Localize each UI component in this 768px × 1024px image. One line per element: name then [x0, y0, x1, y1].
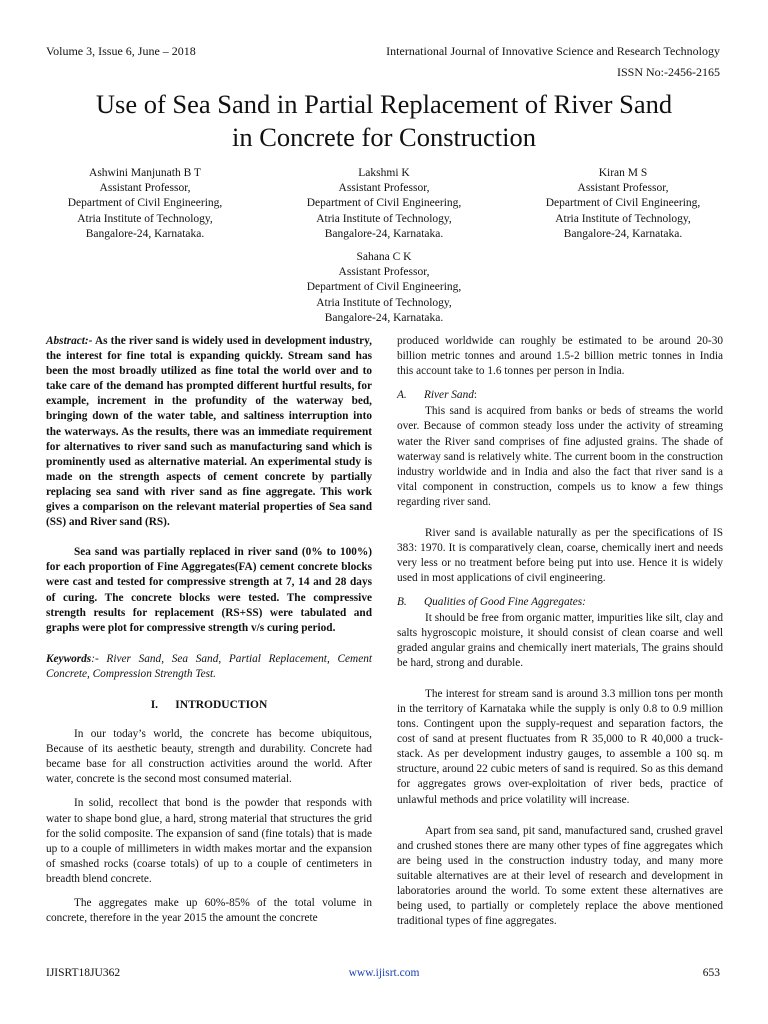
author-name: Lakshmi K: [358, 167, 410, 179]
issn-label: ISSN No:-2456-2165: [616, 65, 720, 79]
author-inst: Atria Institute of Technology,: [316, 212, 452, 225]
abstract-paragraph-1: [46, 334, 372, 530]
running-header-journal: International Journal of Innovative Science and Research Technology: [386, 44, 720, 58]
author-dept: Department of Civil Engineering,: [67, 197, 223, 210]
paper-title: [30, 88, 738, 154]
author-dept: Department of Civil Engineering,: [306, 197, 462, 210]
keywords-label: Keywords: [46, 652, 92, 665]
author-dept: Department of Civil Engineering,: [545, 197, 701, 210]
author-name: Sahana C K: [356, 251, 412, 263]
fine-aggregates-paragraph-3: Apart from sea sand, pit sand, manufactured sand, crushed gravel and crushed stones there are many other types of fine aggregates which are being used in the construction industry today, and many more suitable alternatives are at their level of research and development in laboratories around the world. To some extent these alternatives are being used, to partially or completely replace the above mentioned traditional types of fine aggregates.: [397, 824, 723, 928]
fine-aggregates-paragraph-2: The interest for stream sand is around 3.3 million tons per month in the territory of Karnataka while the supply is only 0.8 to 0.9 million tons. Contingent upon the supply-request and separation factors, the cost of sand at present fluctuates from R 35,000 to R 40,000 a truck-stack. As per development industry gauges, to assemble a 100 sq. m structure, around 22 cubic meters of sand is required. So as this demand for aggregates grows over-exploitation of river beds, practice of unlawful methods and price volatility will increase.: [397, 687, 723, 806]
intro-paragraph-1: In our today’s world, the concrete has become ubiquitous, Because of its aesthetic beauty, strength and durability. Concrete had became base for all construction activities around the world. After water, concrete is the second most consumed material.: [46, 728, 372, 786]
author-2: [269, 166, 499, 242]
author-3: [508, 166, 738, 242]
author-name: Ashwini Manjunath B T: [89, 167, 201, 179]
abstract-label: Abstract:-: [46, 335, 93, 347]
section-heading-introduction: [46, 698, 372, 713]
left-column: [46, 334, 372, 926]
author-role: Assistant Professor,: [577, 182, 669, 195]
keywords-text: :- River Sand, Sea Sand, Partial Replacement, Cement Concrete, Compression Strength Test.: [46, 652, 372, 680]
author-city: Bangalore-24, Karnataka.: [85, 227, 205, 240]
author-inst: Atria Institute of Technology,: [555, 212, 691, 225]
subsection-colon: :: [473, 389, 478, 402]
author-4: [269, 250, 499, 326]
keywords-paragraph: [46, 652, 372, 682]
river-sand-paragraph-2: River sand is available naturally as per the specifications of IS 383: 1970. It is comparatively clean, coarse, chemically inert and needs very less or no treatment before being put into use. Hence it is widely used in most applications of civil engineering.: [397, 527, 723, 585]
subsection-title: River Sand: [424, 389, 474, 402]
river-sand-paragraph-1: This sand is acquired from banks or beds of streams the world over. Because of common steady loss under the activity of streaming water the River sand comprises of fine adjusted grains. The shade of waterway sand is relatively white. The current boom in the construction industry worldwide and in India and also the fact that river sand is a vital component in construction, compels us to know a few things regarding river sand.: [397, 405, 723, 508]
fine-aggregates-paragraph-1: It should be free from organic matter, impurities like silt, clay and salts hygroscopic moisture, it should consist of clean coarse and well graded angular grains and chemically inert materials, The grains should be hard, strong and durable.: [397, 611, 723, 669]
abstract-paragraph-2: Sea sand was partially replaced in river sand (0% to 100%) for each proportion of Fine Aggregates(FA) cement concrete blocks were cast and tested for compressive strength at 7, 14 and 28 days of curing. The concrete blocks were tested. The compressive strength results for replacement (RS+SS) were tabulated and graphs were plot for compressive strength v/s curing period.: [46, 546, 372, 634]
subsection-title: Qualities of Good Fine Aggregates:: [424, 596, 586, 609]
section-number: I.: [150, 698, 159, 711]
subsection-heading-b: [397, 595, 723, 610]
author-city: Bangalore-24, Karnataka.: [563, 227, 683, 240]
subsection-heading-a: [397, 388, 723, 403]
subsection-label: B.: [397, 596, 407, 609]
author-city: Bangalore-24, Karnataka.: [324, 311, 444, 324]
section-title: INTRODUCTION: [175, 698, 268, 711]
author-role: Assistant Professor,: [338, 266, 430, 279]
running-header-volume: Volume 3, Issue 6, June – 2018: [46, 44, 196, 58]
author-city: Bangalore-24, Karnataka.: [324, 227, 444, 240]
title-line-1: Use of Sea Sand in Partial Replacement of River Sand: [95, 89, 673, 119]
author-inst: Atria Institute of Technology,: [316, 296, 452, 309]
author-inst: Atria Institute of Technology,: [77, 212, 213, 225]
author-1: [30, 166, 260, 242]
author-role: Assistant Professor,: [338, 182, 430, 195]
intro-paragraph-2: In solid, recollect that bond is the powder that responds with water to shape bond glue, a hard, strong material that structures the grid for the solid composite. The expansion of sand (fine totals) that is made up to a couple of millimeters in width makes mortar and the expansion of smashed rocks (coarse totals) of up to a couple of centimeters in breadth blend concrete.: [46, 797, 372, 885]
author-name: Kiran M S: [598, 167, 648, 179]
footer-website-link[interactable]: www.ijisrt.com: [348, 967, 420, 979]
footer-paper-id: IJISRT18JU362: [46, 967, 121, 979]
abstract-text-1: As the river sand is widely used in development industry, the interest for fine total is expanding quickly. Stream sand has been the most broadly utilized as fine total the world over and to take care of the demand has prompted different hurtful results, for example, increment in the profundity of the waterway bed, bringing down of the water table, and saltiness interruption into the waterways. As the results, there was an immediate requirement for alternatives to river sand such as manufacturing sand which is prominently used as alternative material. An experimental study is made on the strength aspects of cement concrete by partially replacing sea sand with river sand as fine aggregate. This work gives a comparison on the relevant material properties of Sea sand (SS) and River sand (RS).: [46, 335, 372, 529]
intro-paragraph-3: The aggregates make up 60%-85% of the total volume in concrete, therefore in the year 2015 the amount the concrete: [46, 897, 372, 925]
title-line-2: in Concrete for Construction: [232, 122, 536, 152]
author-role: Assistant Professor,: [99, 182, 191, 195]
footer-page-number: 653: [702, 967, 720, 979]
subsection-label: A.: [397, 389, 407, 402]
right-column: [397, 334, 723, 929]
intro-continued-paragraph: produced worldwide can roughly be estimated to be around 20-30 billion metric tonnes and around 1.5-2 billion metric tonnes in India this account take to 1.6 tonnes per person in India.: [397, 335, 723, 378]
author-dept: Department of Civil Engineering,: [306, 281, 462, 294]
